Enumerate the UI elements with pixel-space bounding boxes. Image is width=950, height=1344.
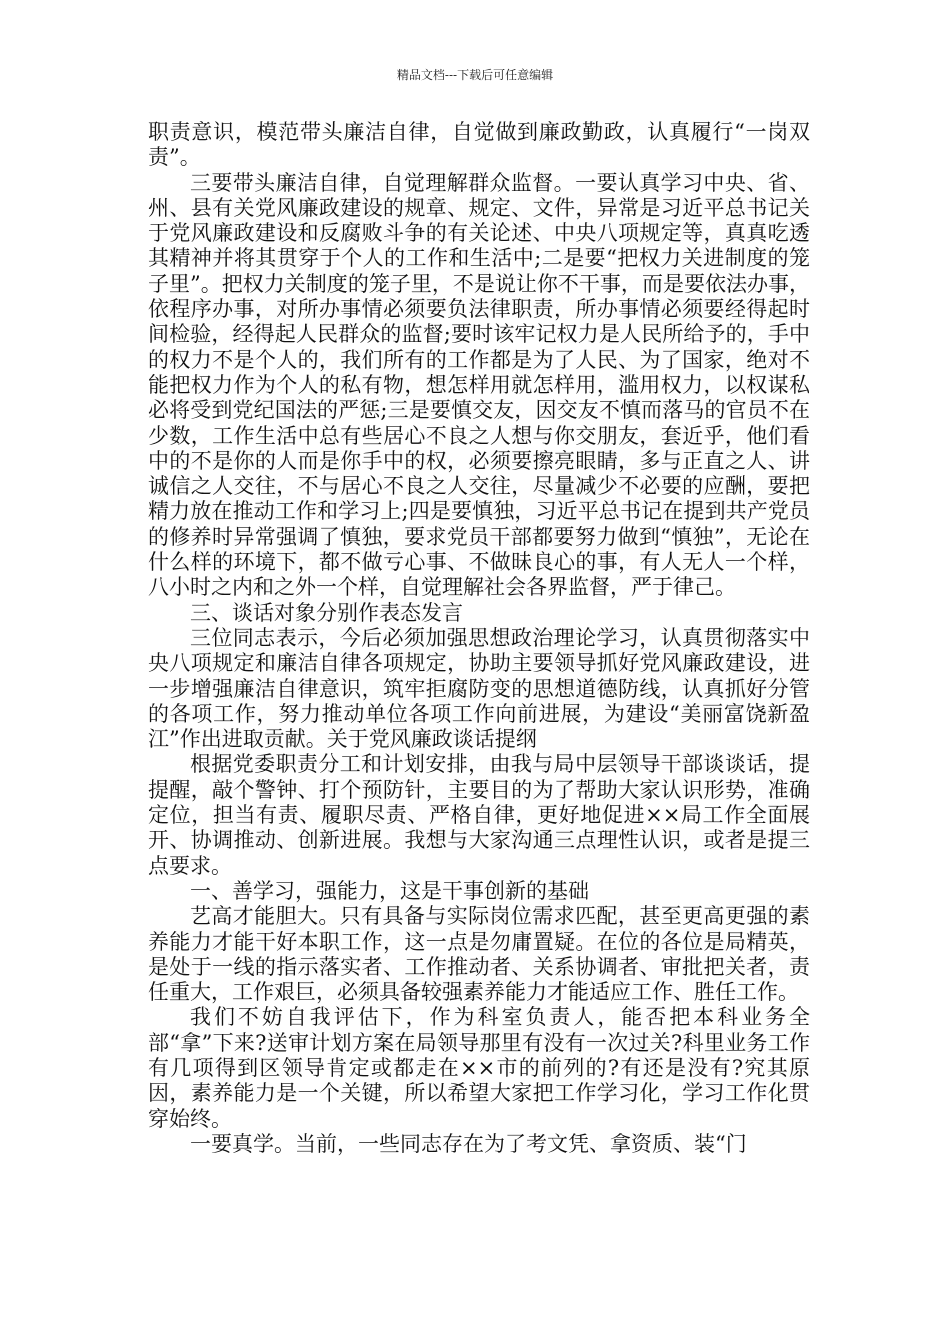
paragraph: 三要带头廉洁自律，自觉理解群众监督。一要认真学习中央、省、州、县有关党风廉政建设的规章、规定、文件，异常是习近平总书记关于党风廉政建设和反腐败斗争的有关论述、中央八项规定等，真真吃透其精神并将其贯穿于个人的工作和生活中;二是要“把权力关进制度的笼子里”。把权力关制度的笼子里，不是说让你不干事，而是要依法办事，依程序办事，对所办事情必须要负法律职责，所办事情必须要经得起时间检验，经得起人民群众的监督;要时该牢记权力是人民所给予的，手中的权力不是个人的，我们所有的工作都是为了人民、为了国家，绝对不能把权力作为个人的私有物，想怎样用就怎样用，滥用权力，以权谋私必将受到党纪国法的严惩;三是要慎交友，因交友不慎而落马的官员不在少数，工作生活中总有些居心不良之人想与你交朋友，套近乎，他们看中的不是你的人而是你手中的权，必须要擦亮眼睛，多与正直之人、讲诚信之人交往，不与居心不良之人交往，尽量减少不必要的应酬，要把精力放在推动工作和学习上;四是要慎独，习近平总书记在提到共产党员的修养时异常强调了慎独，要求党员干部都要努力做到“慎独”，无论在什么样的环境下，都不做亏心事、不做昧良心的事，有人无人一个样，八小时之内和之外一个样，自觉理解社会各界监督，严于律己。 [148, 170, 810, 600]
body-text [148, 120, 810, 1157]
paragraph: 一要真学。当前，一些同志存在为了考文凭、拿资质、装“门 [190, 1131, 747, 1156]
paragraph: 根据党委职责分工和计划安排，由我与局中层领导干部谈谈话，提提醒，敲个警钟、打个预防针，主要目的为了帮助大家认识形势，准确定位，担当有责、履职尽责、严格自律，更好地促进××局工作全面展开、协调推动、创新进展。我想与大家沟通三点理性认识，或者是提三点要求。 [148, 752, 810, 878]
paragraph: 职责意识，模范带头廉洁自律，自觉做到廉政勤政，认真履行“一岗双责”。 [148, 120, 810, 170]
paragraph: 艺高才能胆大。只有具备与实际岗位需求匹配，甚至更高更强的素养能力才能干好本职工作，这一点是勿庸置疑。在位的各位是局精英，是处于一线的指示落实者、工作推动者、关系协调者、审批把关者，责任重大，工作艰巨，必须具备较强素养能力才能适应工作、胜任工作。 [148, 904, 810, 1005]
paragraph: 三位同志表示，今后必须加强思想政治理论学习，认真贯彻落实中央八项规定和廉洁自律各项规定，协助主要领导抓好党风廉政建设，进一步增强廉洁自律意识，筑牢拒腐防变的思想道德防线，认真抓好分管的各项工作，努力推动单位各项工作向前进展，为建设“美丽富饶新盈江”作出进取贡献。关于党风廉政谈话提纲 [148, 625, 810, 752]
section-heading: 三、谈话对象分别作表态发言 [190, 600, 463, 625]
paragraph: 我们不妨自我评估下，作为科室负责人，能否把本科业务全部“拿”下来?送审计划方案在局领导那里有没有一次过关?科里业务工作有几项得到区领导肯定或都走在××市的前列的?有还是没有?究其原因，素养能力是一个关键，所以希望大家把工作学习化，学习工作化贯穿始终。 [148, 1005, 810, 1131]
section-heading: 一、善学习，强能力，这是干事创新的基础 [190, 878, 589, 903]
header-note: 精品文档---下载后可任意编辑 [396, 68, 554, 82]
